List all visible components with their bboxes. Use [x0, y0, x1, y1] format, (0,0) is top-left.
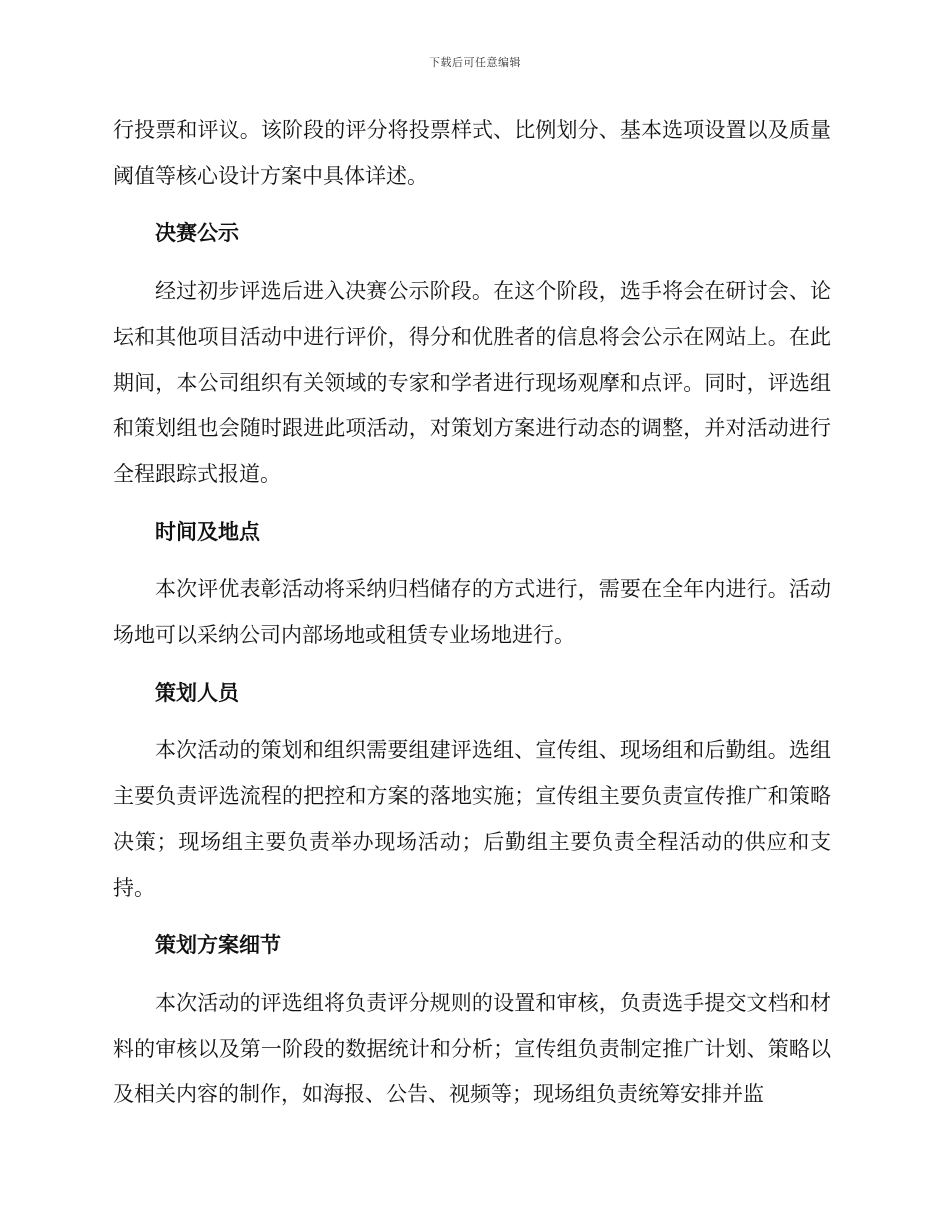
- intro-continuation-paragraph: 行投票和评议。该阶段的评分将投票样式、比例划分、基本选项设置以及质量阈值等核心设计方案中具体详述。: [113, 118, 831, 188]
- planners-heading: 策划人员: [155, 680, 239, 705]
- document-body: [113, 108, 831, 1118]
- page-header: 下载后可任意编辑: [429, 56, 521, 69]
- time-place-paragraph: 本次评优表彰活动将采纳归档储存的方式进行，需要在全年内进行。活动场地可以采纳公司内部场地或租赁专业场地进行。: [113, 577, 831, 648]
- plan-details-heading: 策划方案细节: [155, 933, 281, 958]
- time-place-heading: 时间及地点: [155, 519, 260, 544]
- plan-details-paragraph: 本次活动的评选组将负责评分规则的设置和审核，负责选手提交文档和材料的审核以及第一阶段的数据统计和分析；宣传组负责制定推广计划、策略以及相关内容的制作，如海报、公告、视频等；现场组负责统筹安排并监: [113, 990, 831, 1107]
- final-publicity-paragraph: 经过初步评选后进入决赛公示阶段。在这个阶段，选手将会在研讨会、论坛和其他项目活动中进行评价，得分和优胜者的信息将会公示在网站上。在此期间，本公司组织有关领域的专家和学者进行现场观摩和点评。同时，评选组和策划组也会随时跟进此项活动，对策划方案进行动态的调整，并对活动进行全程跟踪式报道。: [113, 279, 831, 486]
- final-publicity-heading: 决赛公示: [155, 221, 239, 246]
- planners-paragraph: 本次活动的策划和组织需要组建评选组、宣传组、现场组和后勤组。选组主要负责评选流程的把控和方案的落地实施；宣传组主要负责宣传推广和策略决策；现场组主要负责举办现场活动；后勤组主要负责全程活动的供应和支持。: [113, 738, 831, 900]
